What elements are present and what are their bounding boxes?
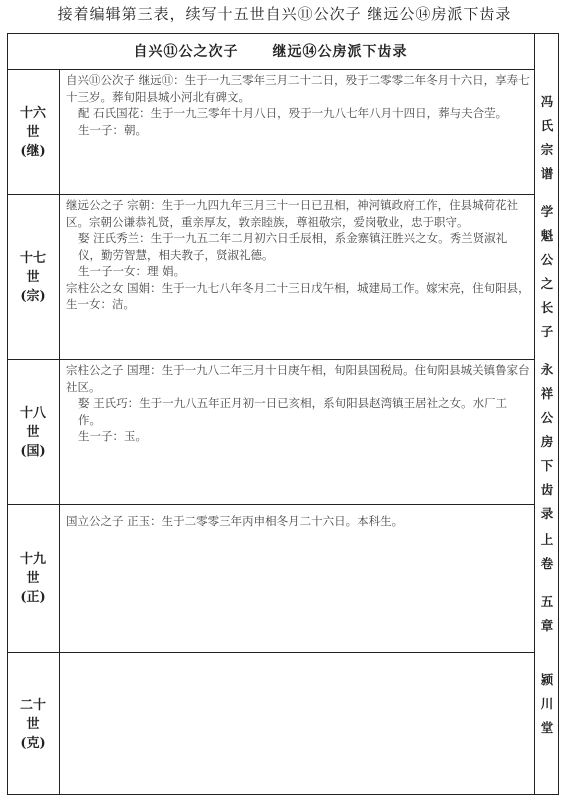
side-char: 下 bbox=[540, 458, 554, 473]
side-char: 公 bbox=[540, 252, 554, 267]
side-char: 之 bbox=[540, 276, 554, 291]
page-title: 接着编辑第三表，续写十五世自兴⑪公次子 继远公⑭房派下齿录 bbox=[57, 5, 512, 23]
entry-text: 宗柱公之女 国娟：生于一九七八年冬月二十三日戊午相，城建局工作。嫁宋亮，住旬阳县，生一女：洁。 bbox=[66, 280, 530, 311]
generation-label: 十六 世 (继) bbox=[19, 105, 46, 159]
entry-text: 自兴⑪公次子 继远⑪：生于一九三零年三月二十二日，殁于二零零二年冬月十六日，享寿七十三岁。葬旬阳县城小河北有碑文。 bbox=[66, 73, 530, 104]
generation-label: 二十 世 (克) bbox=[19, 697, 46, 751]
side-char: 公 bbox=[540, 410, 554, 425]
entry-text: 娶 王氏巧：生于一九八五年正月初一日已亥相，系旬阳县赵湾镇王居社之女。水厂工作。 bbox=[78, 396, 508, 427]
side-char: 卷 bbox=[540, 556, 554, 571]
entry-text: 国立公之子 正玉：生于二零零三年丙申相冬月二十六日。本科生。 bbox=[66, 514, 404, 528]
table-header-left: 自兴⑪公之次子 bbox=[133, 44, 239, 60]
generation-entries bbox=[66, 72, 530, 138]
side-char: 子 bbox=[540, 324, 554, 339]
generation-row bbox=[7, 70, 534, 195]
entry-text: 配 石氏国花：生于一九三零年十月八日，殁于一九八七年八月十四日，葬与夫合茔。 bbox=[78, 106, 508, 120]
side-char: 永 bbox=[540, 362, 554, 377]
generation-row bbox=[7, 195, 534, 360]
side-char: 颍 bbox=[540, 672, 554, 687]
entry-text: 宗柱公之子 国理：生于一九八二年三月十日庚午相，旬阳县国税局。住旬阳县城关镇鲁家台社区。 bbox=[66, 363, 530, 394]
side-char: 氏 bbox=[540, 118, 554, 133]
side-char: 魁 bbox=[540, 228, 554, 243]
side-char: 房 bbox=[540, 434, 554, 449]
side-char: 川 bbox=[540, 696, 554, 711]
side-column-title bbox=[535, 34, 559, 794]
side-char: 谱 bbox=[540, 166, 554, 181]
side-char: 五 bbox=[540, 594, 554, 609]
generation-entries bbox=[66, 513, 530, 530]
generation-label: 十七 世 (宗) bbox=[19, 250, 46, 304]
side-char: 堂 bbox=[540, 720, 554, 735]
generation-row bbox=[7, 505, 534, 653]
entry-text: 继远公之子 宗朝：生于一九四九年三月三十一日已丑相，神河镇政府工作，住县城荷花社区。宗朝公谦恭礼贤，重亲厚友，敦亲睦族，尊祖敬宗，爱岗敬业，忠于职守。 bbox=[66, 198, 519, 229]
side-char: 长 bbox=[540, 300, 554, 315]
generation-row bbox=[7, 360, 534, 505]
side-char: 学 bbox=[540, 204, 554, 219]
side-char: 上 bbox=[540, 532, 554, 547]
generation-label: 十九 世 (正) bbox=[19, 552, 46, 605]
entry-text: 生一子：玉。 bbox=[78, 429, 147, 443]
table-header bbox=[7, 33, 534, 70]
side-char: 宗 bbox=[540, 142, 554, 157]
side-char: 齿 bbox=[540, 482, 554, 497]
side-char: 录 bbox=[540, 506, 554, 521]
generation-entries bbox=[66, 362, 530, 445]
side-char: 冯 bbox=[540, 94, 554, 109]
entry-text: 生一子：朝。 bbox=[78, 122, 147, 137]
generation-entries bbox=[66, 197, 530, 313]
entry-text: 娶 汪氏秀兰：生于一九五二年二月初六日壬辰相，系金寨镇汪胜兴之女。秀兰贤淑礼仪，勤劳智慧，相夫教子，贤淑礼德。 bbox=[78, 231, 508, 262]
side-char: 章 bbox=[540, 618, 554, 633]
generation-label: 十八 世 (国) bbox=[19, 405, 46, 459]
side-char: 祥 bbox=[540, 386, 554, 401]
table-header-right: 继远⑭公房派下齿录 bbox=[272, 44, 408, 60]
generation-row bbox=[7, 653, 534, 795]
entry-text: 生一子一女：理 娟。 bbox=[78, 264, 186, 278]
